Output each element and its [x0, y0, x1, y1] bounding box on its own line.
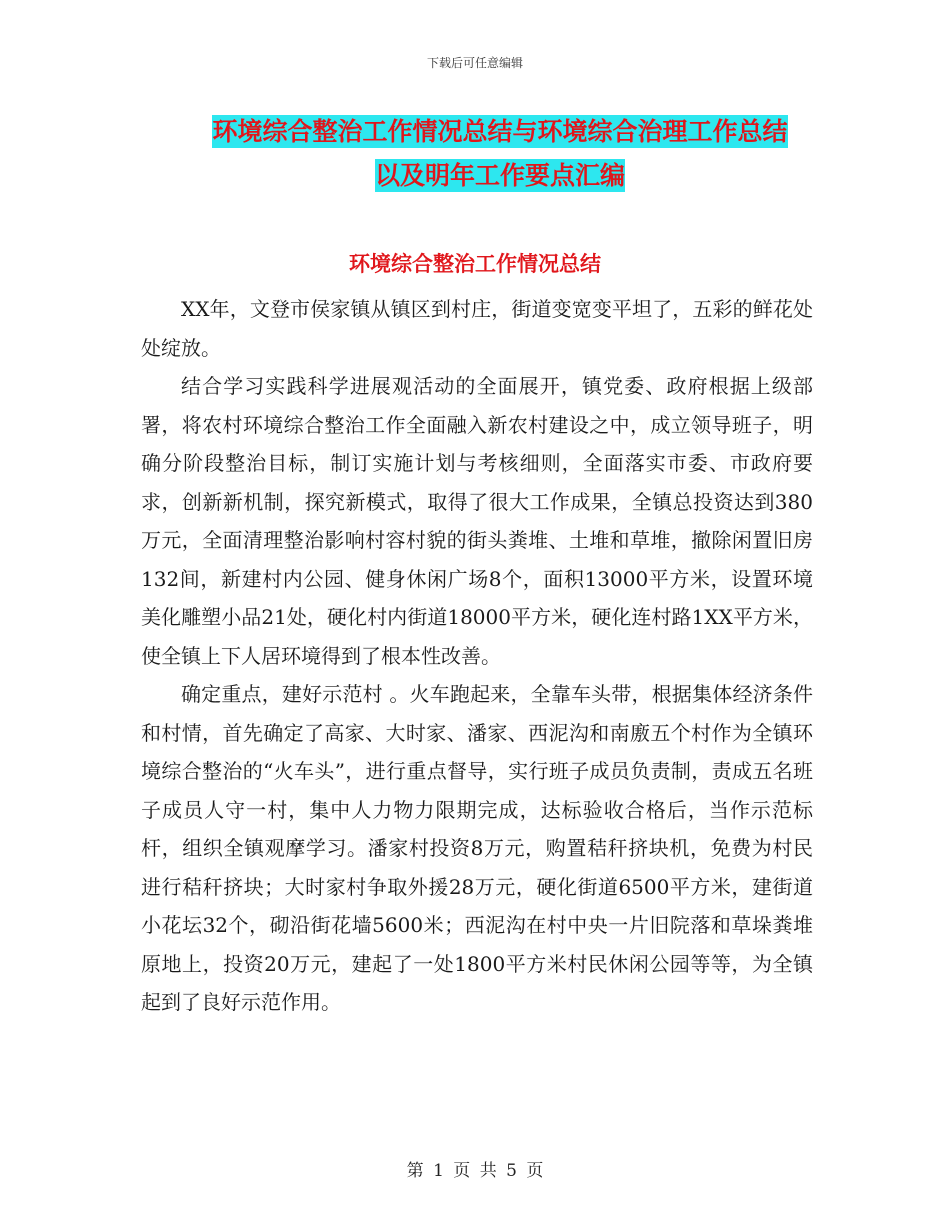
paragraph-1: XX年，文登市侯家镇从镇区到村庄，街道变宽变平坦了，五彩的鲜花处处绽放。: [141, 297, 813, 360]
paragraph-2: 结合学习实践科学进展观活动的全面展开，镇党委、政府根据上级部署，将农村环境综合整治工作全面融入新农村建设之中，成立领导班子，明确分阶段整治目标，制订实施计划与考核细则，全面落实市委、市政府要求，创新新机制，探究新模式，取得了很大工作成果，全镇总投资达到380万元，全面清理整治影响村容村貌的街头粪堆、土堆和草堆，撤除闲置旧房132间，新建村内公园、健身休闲广场8个，面积13000平方米，设置环境美化雕塑小品21处，硬化村内街道18000平方米，硬化连村路1XX平方米，使全镇上下人居环境得到了根本性改善。: [141, 374, 813, 668]
document-title-line-1: 环境综合整治工作情况总结与环境综合治理工作总结: [212, 117, 788, 146]
document-body: [141, 290, 813, 1022]
page-footer: 第 1 页 共 5 页: [406, 1161, 544, 1181]
section-heading: 环境综合整治工作情况总结: [349, 251, 601, 276]
document-title: [140, 110, 860, 198]
page-header: 下载后可任意编辑: [426, 56, 523, 70]
document-title-line-2: 以及明年工作要点汇编: [374, 161, 625, 190]
paragraph-3: 确定重点，建好示范村 。火车跑起来，全靠车头带，根据集体经济条件和村情，首先确定了高家、大时家、潘家、西泥沟和南廒五个村作为全镇环境综合整治的“火车头”，进行重点督导，实行班子成员负责制，责成五名班子成员人守一村，集中人力物力限期完成，达标验收合格后，当作示范标杆，组织全镇观摩学习。潘家村投资8万元，购置秸秆挤块机，免费为村民进行秸秆挤块；大时家村争取外援28万元，硬化街道6500平方米，建街道小花坛32个，砌沿街花墙5600米；西泥沟在村中央一片旧院落和草垛粪堆原地上，投资20万元，建起了一处1800平方米村民休闲公园等等，为全镇起到了良好示范作用。: [141, 682, 813, 1014]
